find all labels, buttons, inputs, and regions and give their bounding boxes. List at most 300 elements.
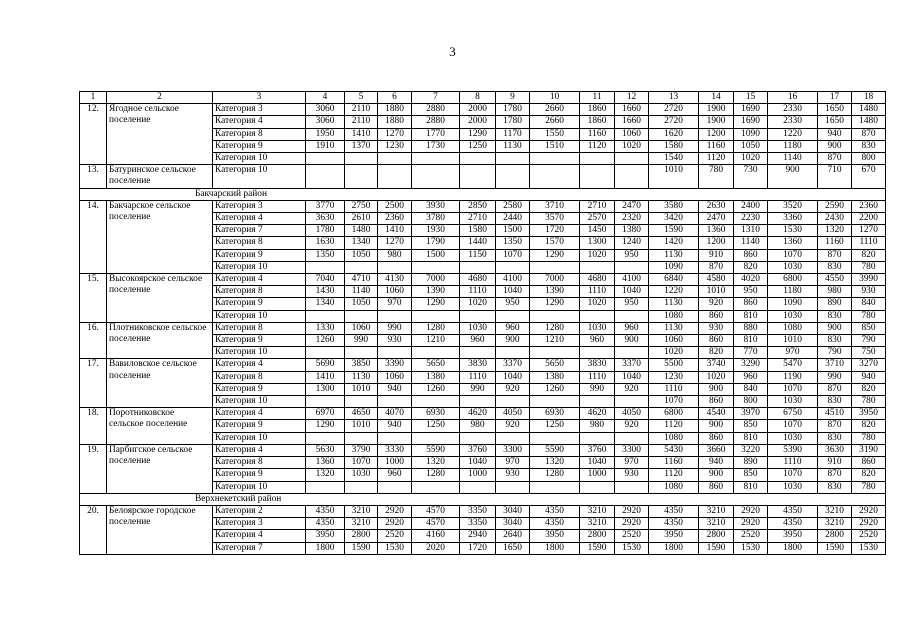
value-cell: 3760 [580,444,615,456]
value-cell [345,347,378,359]
value-cell [530,347,580,359]
value-cell: 930 [852,286,886,298]
value-cell: 3210 [699,518,734,530]
value-cell: 1010 [345,420,378,432]
value-cell: 1320 [412,457,460,469]
value-cell: 4550 [818,274,852,286]
value-cell: 940 [378,420,412,432]
value-cell: 2850 [460,200,496,212]
value-cell [460,153,496,165]
value-cell: 4350 [649,505,699,517]
value-cell: 750 [852,347,886,359]
value-cell: 780 [852,261,886,273]
value-cell: 950 [496,298,530,310]
value-cell: 4020 [734,274,768,286]
value-cell: 1550 [530,128,580,140]
value-cell: 820 [734,261,768,273]
value-cell: 3040 [496,505,530,517]
value-cell: 970 [378,298,412,310]
value-cell: 2520 [378,530,412,542]
value-cell: 3060 [306,104,345,116]
value-cell [412,310,460,322]
value-cell [496,153,530,165]
tariff-table [79,91,886,555]
value-cell: 4540 [699,408,734,420]
category-cell: Категория 9 [213,469,306,481]
value-cell: 1790 [412,237,460,249]
value-cell: 1340 [306,298,345,310]
value-cell: 920 [496,383,530,395]
value-cell: 1000 [580,469,615,481]
value-cell: 1020 [460,298,496,310]
value-cell: 900 [615,335,649,347]
value-cell [580,432,615,444]
value-cell: 1950 [306,128,345,140]
category-cell: Категория 10 [213,165,306,188]
value-cell: 770 [734,347,768,359]
value-cell: 1060 [378,371,412,383]
value-cell: 6930 [530,408,580,420]
settlement-name: Бакчарское сельское поселение [107,200,213,273]
value-cell: 1620 [649,128,699,140]
value-cell: 830 [818,481,852,493]
value-cell: 1080 [768,322,818,334]
value-cell [412,396,460,408]
value-cell [530,165,580,188]
value-cell: 5650 [412,359,460,371]
value-cell: 1070 [768,420,818,432]
value-cell: 1660 [615,116,649,128]
value-cell: 4350 [306,505,345,517]
value-cell: 3350 [460,518,496,530]
value-cell: 730 [734,165,768,188]
value-cell: 1080 [649,432,699,444]
value-cell: 710 [818,165,852,188]
value-cell: 3950 [306,530,345,542]
value-cell: 990 [378,322,412,334]
table-row [80,359,886,371]
value-cell: 1090 [649,261,699,273]
value-cell: 3040 [496,518,530,530]
value-cell [378,481,412,493]
value-cell: 1030 [768,481,818,493]
value-cell: 1410 [378,225,412,237]
value-cell [496,432,530,444]
value-cell: 1040 [615,286,649,298]
settlement-number: 17. [80,359,107,408]
category-cell: Категория 10 [213,261,306,273]
value-cell: 950 [615,298,649,310]
value-cell: 1730 [412,140,460,152]
value-cell: 2630 [699,200,734,212]
settlement-number: 13. [80,165,107,188]
value-cell: 1070 [496,249,530,261]
value-cell: 2110 [345,116,378,128]
value-cell [580,347,615,359]
value-cell [615,432,649,444]
district-row [80,493,886,505]
value-cell [460,432,496,444]
value-cell: 4350 [768,505,818,517]
value-cell [496,261,530,273]
value-cell: 1050 [345,298,378,310]
value-cell: 1130 [649,249,699,261]
value-cell: 5630 [306,444,345,456]
value-cell: 1060 [615,128,649,140]
value-cell: 1070 [768,383,818,395]
value-cell: 1130 [496,140,530,152]
value-cell: 1000 [378,457,412,469]
district-cell [80,493,886,505]
table-row [80,165,886,188]
value-cell: 1360 [699,225,734,237]
value-cell [460,261,496,273]
value-cell: 2710 [460,213,496,225]
settlement-name: Поротниковское сельское поселение [107,408,213,445]
category-cell: Категория 8 [213,237,306,249]
value-cell: 1530 [615,542,649,554]
value-cell: 920 [699,298,734,310]
value-cell [496,396,530,408]
value-cell [345,396,378,408]
header-cell: 18 [852,92,886,104]
value-cell [530,153,580,165]
value-cell: 2470 [615,200,649,212]
value-cell: 6840 [649,274,699,286]
header-cell: 11 [580,92,615,104]
settlement-number: 20. [80,505,107,554]
value-cell: 820 [852,469,886,481]
value-cell: 1780 [496,104,530,116]
value-cell: 4620 [580,408,615,420]
value-cell: 1040 [615,371,649,383]
category-cell: Категория 10 [213,432,306,444]
header-row [80,92,886,104]
value-cell: 950 [734,286,768,298]
value-cell: 1720 [530,225,580,237]
value-cell [615,481,649,493]
value-cell: 1110 [460,286,496,298]
value-cell: 830 [818,396,852,408]
value-cell: 920 [615,383,649,395]
value-cell: 3830 [460,359,496,371]
value-cell: 1250 [530,420,580,432]
value-cell [378,153,412,165]
header-cell: 16 [768,92,818,104]
value-cell: 1130 [649,322,699,334]
value-cell: 780 [852,396,886,408]
page-number: 3 [449,44,456,59]
value-cell: 2440 [496,213,530,225]
value-cell: 820 [852,420,886,432]
header-cell: 2 [107,92,213,104]
value-cell: 1120 [649,420,699,432]
value-cell: 960 [460,335,496,347]
category-cell: Категория 4 [213,530,306,542]
value-cell: 3520 [768,200,818,212]
value-cell [378,396,412,408]
value-cell [460,347,496,359]
value-cell: 1070 [345,457,378,469]
value-cell: 1590 [345,542,378,554]
value-cell: 900 [699,469,734,481]
value-cell: 1230 [649,371,699,383]
settlement-number: 16. [80,322,107,359]
value-cell [412,347,460,359]
value-cell: 1860 [580,116,615,128]
value-cell: 940 [852,371,886,383]
category-cell: Категория 9 [213,298,306,310]
value-cell: 7000 [412,274,460,286]
value-cell [412,481,460,493]
value-cell: 1330 [306,322,345,334]
value-cell: 1350 [496,237,530,249]
district-name: Бакчарский район [195,188,267,199]
value-cell: 920 [615,420,649,432]
value-cell: 1120 [649,469,699,481]
header-cell: 9 [496,92,530,104]
value-cell [615,396,649,408]
value-cell: 1630 [306,237,345,249]
value-cell: 4100 [615,274,649,286]
value-cell: 2320 [615,213,649,225]
value-cell: 3370 [615,359,649,371]
category-cell: Категория 9 [213,383,306,395]
value-cell: 1280 [412,469,460,481]
value-cell: 2430 [818,213,852,225]
value-cell: 3950 [768,530,818,542]
value-cell: 2520 [734,530,768,542]
settlement-name: Плотниковское сельское поселение [107,322,213,359]
value-cell: 930 [615,469,649,481]
value-cell: 870 [818,249,852,261]
value-cell: 1260 [412,383,460,395]
value-cell: 2000 [460,104,496,116]
value-cell: 820 [699,347,734,359]
value-cell: 1480 [852,116,886,128]
table-row [80,104,886,116]
value-cell: 1110 [649,383,699,395]
value-cell: 3950 [530,530,580,542]
value-cell: 1090 [768,298,818,310]
header-cell: 8 [460,92,496,104]
value-cell: 6930 [412,408,460,420]
value-cell: 2920 [734,518,768,530]
value-cell: 5390 [768,444,818,456]
table-row [80,322,886,334]
value-cell [496,347,530,359]
value-cell: 1500 [496,225,530,237]
value-cell: 1780 [496,116,530,128]
value-cell [460,310,496,322]
value-cell: 1380 [615,225,649,237]
value-cell: 1390 [412,286,460,298]
value-cell: 3930 [412,200,460,212]
header-cell: 13 [649,92,699,104]
category-cell: Категория 4 [213,408,306,420]
value-cell: 790 [818,347,852,359]
value-cell: 1900 [699,116,734,128]
value-cell: 960 [580,335,615,347]
value-cell: 840 [852,298,886,310]
value-cell [615,261,649,273]
value-cell: 2920 [378,505,412,517]
value-cell: 1160 [699,140,734,152]
value-cell: 1690 [734,116,768,128]
value-cell: 1660 [615,104,649,116]
settlement-name: Белоярское городское поселение [107,505,213,554]
value-cell: 3950 [649,530,699,542]
value-cell: 1030 [345,469,378,481]
value-cell [580,165,615,188]
value-cell: 1510 [530,140,580,152]
value-cell: 2580 [496,200,530,212]
value-cell: 860 [699,310,734,322]
value-cell: 920 [496,420,530,432]
value-cell [378,347,412,359]
value-cell: 2920 [734,505,768,517]
value-cell: 1320 [306,469,345,481]
value-cell: 3270 [852,359,886,371]
value-cell: 1480 [852,104,886,116]
value-cell: 3360 [768,213,818,225]
value-cell: 2610 [345,213,378,225]
value-cell: 4580 [699,274,734,286]
value-cell: 2590 [818,200,852,212]
settlement-number: 19. [80,444,107,493]
value-cell: 1140 [768,153,818,165]
value-cell [306,396,345,408]
value-cell: 900 [496,335,530,347]
value-cell: 1160 [580,128,615,140]
value-cell: 2470 [699,213,734,225]
value-cell: 1030 [460,322,496,334]
value-cell [306,261,345,273]
value-cell: 1040 [496,286,530,298]
value-cell: 4350 [306,518,345,530]
category-cell: Категория 8 [213,322,306,334]
value-cell [412,432,460,444]
value-cell: 860 [734,298,768,310]
value-cell: 3210 [818,518,852,530]
value-cell: 4710 [345,274,378,286]
value-cell: 830 [818,335,852,347]
district-name: Верхнекетский район [195,493,282,504]
value-cell [530,310,580,322]
header-cell: 1 [80,92,107,104]
value-cell: 860 [699,481,734,493]
value-cell: 4620 [460,408,496,420]
value-cell [345,153,378,165]
value-cell: 4570 [412,505,460,517]
value-cell [615,347,649,359]
value-cell: 990 [345,335,378,347]
value-cell: 860 [852,457,886,469]
value-cell: 810 [734,310,768,322]
value-cell: 980 [818,286,852,298]
value-cell: 2400 [734,200,768,212]
value-cell: 2110 [345,104,378,116]
category-cell: Категория 10 [213,153,306,165]
value-cell: 980 [378,249,412,261]
value-cell: 4070 [378,408,412,420]
value-cell: 1020 [580,298,615,310]
value-cell: 1780 [306,225,345,237]
value-cell: 830 [818,261,852,273]
value-cell: 1010 [345,383,378,395]
value-cell: 960 [378,469,412,481]
value-cell: 6970 [306,408,345,420]
value-cell: 4350 [768,518,818,530]
settlement-name: Высокоярское сельское поселение [107,274,213,323]
value-cell: 1880 [378,116,412,128]
value-cell [378,432,412,444]
value-cell: 2520 [852,530,886,542]
value-cell: 830 [818,310,852,322]
value-cell: 1430 [306,286,345,298]
value-cell: 1030 [768,396,818,408]
value-cell: 1290 [530,298,580,310]
value-cell [615,165,649,188]
value-cell: 810 [734,432,768,444]
value-cell [378,310,412,322]
value-cell: 1540 [649,153,699,165]
value-cell: 850 [734,469,768,481]
value-cell: 900 [768,165,818,188]
value-cell [378,165,412,188]
category-cell: Категория 10 [213,481,306,493]
value-cell: 1210 [530,335,580,347]
value-cell: 5590 [530,444,580,456]
value-cell: 1450 [580,225,615,237]
header-cell: 12 [615,92,649,104]
value-cell: 3300 [615,444,649,456]
value-cell: 1410 [306,371,345,383]
header-cell: 4 [306,92,345,104]
value-cell: 1590 [580,542,615,554]
value-cell: 1380 [530,371,580,383]
value-cell: 2920 [852,518,886,530]
value-cell: 1190 [768,371,818,383]
value-cell: 1410 [345,128,378,140]
value-cell [306,432,345,444]
value-cell [580,396,615,408]
value-cell: 2940 [460,530,496,542]
value-cell: 2330 [768,116,818,128]
value-cell: 790 [852,335,886,347]
category-cell: Категория 10 [213,347,306,359]
value-cell: 1900 [699,104,734,116]
value-cell: 2500 [378,200,412,212]
value-cell: 2020 [412,542,460,554]
value-cell: 900 [699,420,734,432]
value-cell: 930 [699,322,734,334]
value-cell: 1570 [530,237,580,249]
value-cell: 1910 [306,140,345,152]
value-cell: 1010 [768,335,818,347]
value-cell: 890 [818,298,852,310]
value-cell: 2920 [615,518,649,530]
value-cell: 810 [734,481,768,493]
value-cell: 1800 [306,542,345,554]
value-cell: 820 [852,383,886,395]
value-cell: 3950 [852,408,886,420]
value-cell: 3970 [734,408,768,420]
value-cell: 4680 [580,274,615,286]
value-cell [615,153,649,165]
value-cell: 780 [852,481,886,493]
settlement-number: 14. [80,200,107,273]
